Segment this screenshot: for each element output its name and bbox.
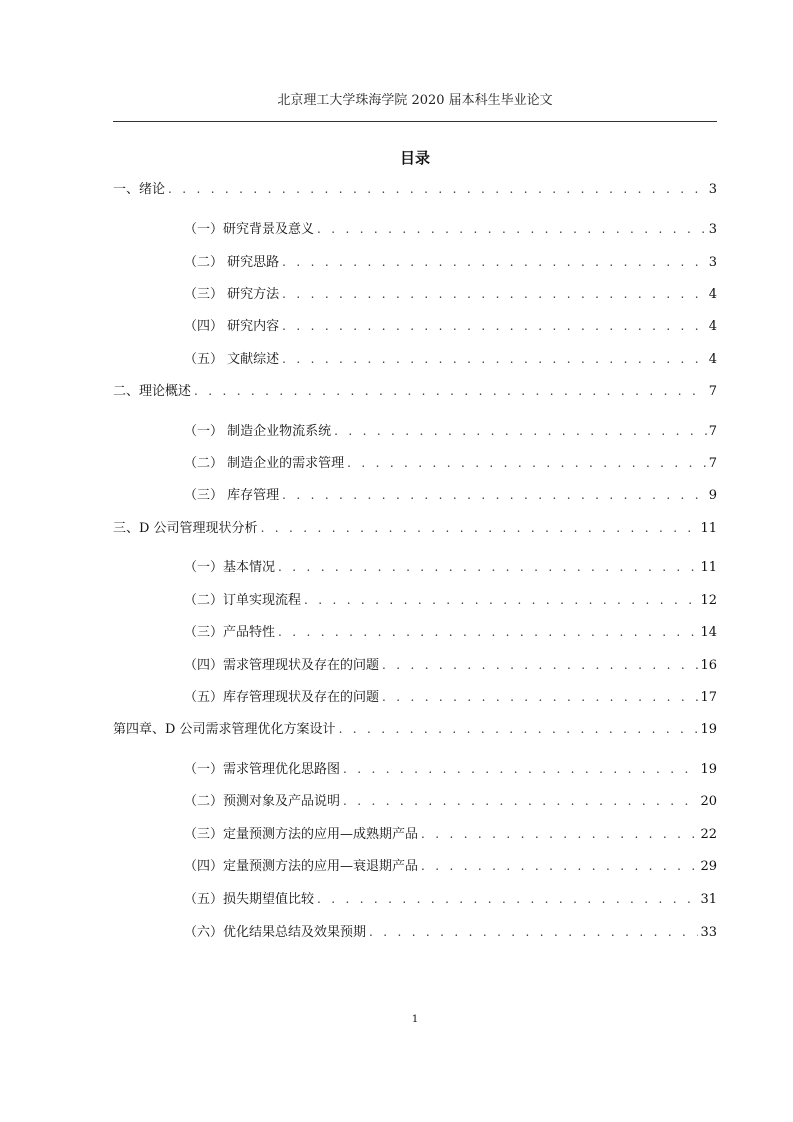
toc-dot-leader [334, 422, 707, 440]
toc-entry-4-2[interactable] [184, 792, 717, 810]
toc-dot-leader [343, 792, 698, 810]
toc-entry-page: 17 [700, 690, 717, 705]
toc-entry-label: （一）基本情况 [184, 560, 276, 575]
toc-dot-leader [317, 890, 698, 908]
toc-entry-page: 9 [708, 488, 717, 503]
toc-entry-label: （五）库存管理现状及存在的问题 [184, 690, 380, 705]
toc-entry-3-4[interactable] [184, 656, 717, 674]
toc-entry-label: （四）需求管理现状及存在的问题 [184, 658, 380, 673]
toc-entry-label: 第四章、D 公司需求管理优化方案设计 [113, 722, 336, 737]
page-header: 北京理工大学珠海学院 2020 届本科生毕业论文 [277, 93, 553, 108]
toc-entry-page: 12 [700, 593, 717, 608]
toc-entry-label: 一、绪论 [113, 182, 166, 197]
toc-entry-page: 3 [708, 222, 717, 237]
toc-entry-page: 22 [700, 827, 717, 842]
toc-entry-label: （五）损失期望值比较 [184, 892, 315, 907]
toc-entry-1-3[interactable] [184, 285, 717, 303]
toc-dot-leader [317, 220, 707, 238]
toc-entry-chapter-2[interactable] [113, 382, 717, 400]
toc-entry-label: （二）订单实现流程 [184, 593, 302, 608]
toc-dot-leader [421, 857, 698, 875]
toc-entry-page: 33 [700, 925, 717, 940]
toc-entry-page: 14 [700, 625, 717, 640]
toc-entry-4-4[interactable] [184, 857, 717, 875]
toc-entry-3-3[interactable] [184, 623, 717, 641]
toc-dot-leader [261, 519, 699, 537]
toc-entry-4-6[interactable] [184, 923, 717, 941]
toc-dot-leader [382, 688, 698, 706]
header-rule [113, 121, 717, 122]
toc-entry-2-3[interactable] [184, 486, 717, 504]
toc-dot-leader [343, 760, 698, 778]
toc-entry-label: （三） 库存管理 [184, 488, 280, 503]
toc-entry-chapter-3[interactable] [113, 519, 717, 537]
toc-entry-label: （一）研究背景及意义 [184, 222, 315, 237]
toc-entry-page: 4 [708, 319, 717, 334]
toc-entry-2-2[interactable] [184, 454, 717, 472]
toc-dot-leader [382, 656, 698, 674]
toc-dot-leader [304, 591, 698, 609]
toc-entry-label: （四）定量预测方法的应用—衰退期产品 [184, 859, 419, 874]
toc-entry-1-1[interactable] [184, 220, 717, 238]
toc-entry-page: 29 [700, 859, 717, 874]
toc-entry-3-2[interactable] [184, 591, 717, 609]
toc-dot-leader [278, 558, 698, 576]
toc-entry-page: 19 [700, 762, 717, 777]
toc-entry-label: （六）优化结果总结及效果预期 [184, 925, 367, 940]
toc-entry-label: （五） 文献综述 [184, 352, 280, 367]
toc-entry-page: 19 [700, 722, 717, 737]
toc-entry-label: （一）需求管理优化思路图 [184, 762, 341, 777]
toc-dot-leader [278, 623, 698, 641]
toc-dot-leader [347, 454, 707, 472]
toc-entry-page: 11 [700, 560, 717, 575]
toc-entry-label: （一） 制造企业物流系统 [184, 424, 332, 439]
toc-entry-label: （三）定量预测方法的应用—成熟期产品 [184, 827, 419, 842]
toc-entry-label: 三、D 公司管理现状分析 [113, 521, 258, 536]
toc-entry-label: （三）产品特性 [184, 625, 276, 640]
toc-entry-3-1[interactable] [184, 558, 717, 576]
toc-entry-1-5[interactable] [184, 350, 717, 368]
toc-entry-2-1[interactable] [184, 422, 717, 440]
toc-entry-chapter-4[interactable] [113, 720, 717, 738]
toc-dot-leader [282, 317, 707, 335]
toc-entry-4-1[interactable] [184, 760, 717, 778]
toc-dot-leader [421, 825, 698, 843]
toc-entry-page: 7 [708, 456, 717, 471]
toc-entry-label: 二、理论概述 [113, 384, 192, 399]
toc-entry-3-5[interactable] [184, 688, 717, 706]
toc-entry-page: 3 [708, 255, 717, 270]
toc-entry-label: （二） 制造企业的需求管理 [184, 456, 345, 471]
toc-entry-label: （二） 研究思路 [184, 255, 280, 270]
toc-entry-label: （三） 研究方法 [184, 287, 280, 302]
toc-title: 目录 [399, 149, 430, 167]
toc-dot-leader [282, 350, 707, 368]
toc-dot-leader [369, 923, 698, 941]
toc-dot-leader [339, 720, 699, 738]
toc-entry-page: 4 [708, 352, 717, 367]
toc-dot-leader [194, 382, 707, 400]
page-number: 1 [411, 1014, 419, 1025]
toc-entry-label: （二）预测对象及产品说明 [184, 794, 341, 809]
toc-entry-4-3[interactable] [184, 825, 717, 843]
toc-entry-page: 3 [708, 182, 717, 197]
toc-entry-4-5[interactable] [184, 890, 717, 908]
toc-entry-page: 20 [700, 794, 717, 809]
toc-entry-page: 16 [700, 658, 717, 673]
toc-entry-page: 31 [700, 892, 717, 907]
toc-entry-page: 7 [708, 424, 717, 439]
toc-entry-1-2[interactable] [184, 253, 717, 271]
toc-entry-label: （四） 研究内容 [184, 319, 280, 334]
toc-entry-page: 11 [700, 521, 717, 536]
toc-dot-leader [282, 285, 707, 303]
toc-entry-chapter-1[interactable] [113, 180, 717, 198]
toc-entry-page: 7 [708, 384, 717, 399]
toc-entry-page: 4 [708, 287, 717, 302]
toc-dot-leader [168, 180, 707, 198]
toc-entry-1-4[interactable] [184, 317, 717, 335]
toc-dot-leader [282, 486, 707, 504]
toc-dot-leader [282, 253, 707, 271]
